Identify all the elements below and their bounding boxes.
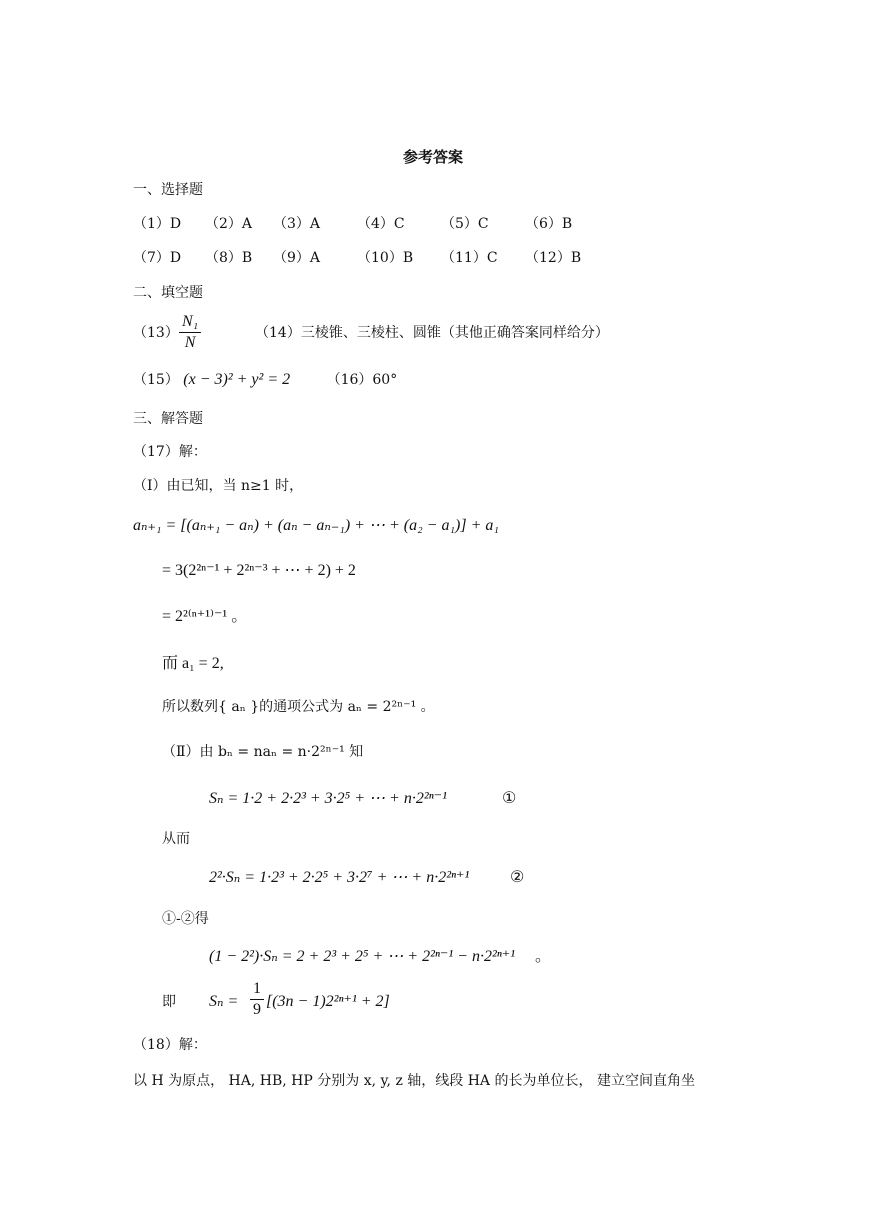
subtract-text: ①-②得: [162, 911, 209, 927]
equation-8: (1 − 2²)·Sₙ = 2 + 2³ + 2⁵ + ⋯ + 2²ⁿ⁻¹ − n·2²ⁿ⁺¹: [209, 948, 516, 965]
q13-fraction: [179, 312, 201, 353]
equation-2: = 3(2²ⁿ⁻¹ + 2²ⁿ⁻³ + ⋯ + 2) + 2: [162, 562, 356, 579]
section1-heading: 一、选择题: [133, 182, 203, 198]
choice-1: （1）D: [133, 216, 182, 232]
page-title: 参考答案: [403, 148, 464, 166]
ji-text: 即: [162, 994, 176, 1010]
equation-6-row: [209, 790, 517, 808]
choice-2: （2）A: [205, 216, 253, 232]
equation-9-denominator: 9: [253, 1001, 261, 1018]
q13-numerator: N₁: [179, 312, 201, 333]
part1-intro: （Ⅰ）由已知，当 n≥1 时，: [133, 478, 304, 494]
q16-answer: （16）60°: [326, 372, 398, 388]
equation-9-numerator: 1: [250, 979, 264, 1000]
equation-8-end: 。: [535, 948, 552, 965]
choice-12: （12）B: [525, 250, 582, 266]
choice-4: （4）C: [357, 216, 405, 232]
section3-heading: 三、解答题: [133, 411, 203, 427]
q17-label: （17）解：: [133, 444, 207, 460]
equation-7-row: [209, 869, 525, 887]
equation-5: 所以数列{ aₙ }的通项公式为 aₙ = 2²ⁿ⁻¹ 。: [162, 699, 435, 715]
q13-denominator: N: [184, 334, 196, 351]
congcong-text: 从而: [162, 831, 190, 847]
choice-11: （11）C: [441, 250, 498, 266]
q15-expression: (x − 3)² + y² = 2: [183, 371, 291, 388]
choice-7: （7）D: [133, 250, 182, 266]
q18-text: 以 H 为原点， HA, HB, HP 分别为 x, y, z 轴，线段 HA 的长为单位长， 建立空间直角坐: [133, 1073, 695, 1089]
equation-1: aₙ₊₁ = [(aₙ₊₁ − aₙ) + (aₙ − aₙ₋₁) + ⋯ + (a₂ − a₁)] + a₁: [133, 517, 499, 534]
equation-7: 2²·Sₙ = 1·2³ + 2·2⁵ + 3·2⁷ + ⋯ + n·2²ⁿ⁺¹: [209, 869, 470, 886]
equation-3: = 2²⁽ⁿ⁺¹⁾⁻¹ 。: [162, 608, 248, 625]
equation-9-lhs: Sₙ =: [209, 993, 239, 1010]
equation-6-marker: ①: [502, 790, 517, 807]
section2-heading: 二、填空题: [133, 285, 203, 301]
q13-label: （13）: [133, 325, 179, 341]
choice-3: （3）A: [273, 216, 321, 232]
equation-9-fraction: [250, 979, 264, 1020]
choice-10: （10）B: [357, 250, 414, 266]
equation-8-row: [209, 948, 552, 966]
choice-9: （9）A: [273, 250, 321, 266]
q14-answer: （14）三棱锥、三棱柱、圆锥（其他正确答案同样给分）: [255, 325, 609, 341]
q18-label: （18）解：: [133, 1037, 207, 1053]
choice-6: （6）B: [525, 216, 573, 232]
equation-9-rhs: [(3n − 1)2²ⁿ⁺¹ + 2]: [266, 993, 390, 1010]
choice-8: （8）B: [205, 250, 253, 266]
equation-6: Sₙ = 1·2 + 2·2³ + 3·2⁵ + ⋯ + n·2²ⁿ⁻¹: [209, 790, 447, 807]
part2-intro: （Ⅱ）由 bₙ = naₙ = n·2²ⁿ⁻¹ 知: [162, 744, 364, 760]
q15-label: （15）: [133, 372, 179, 388]
equation-7-marker: ②: [510, 869, 525, 886]
answer-15-16: [133, 371, 397, 389]
choice-5: （5）C: [441, 216, 489, 232]
equation-4: 而 a₁ = 2,: [162, 655, 224, 672]
